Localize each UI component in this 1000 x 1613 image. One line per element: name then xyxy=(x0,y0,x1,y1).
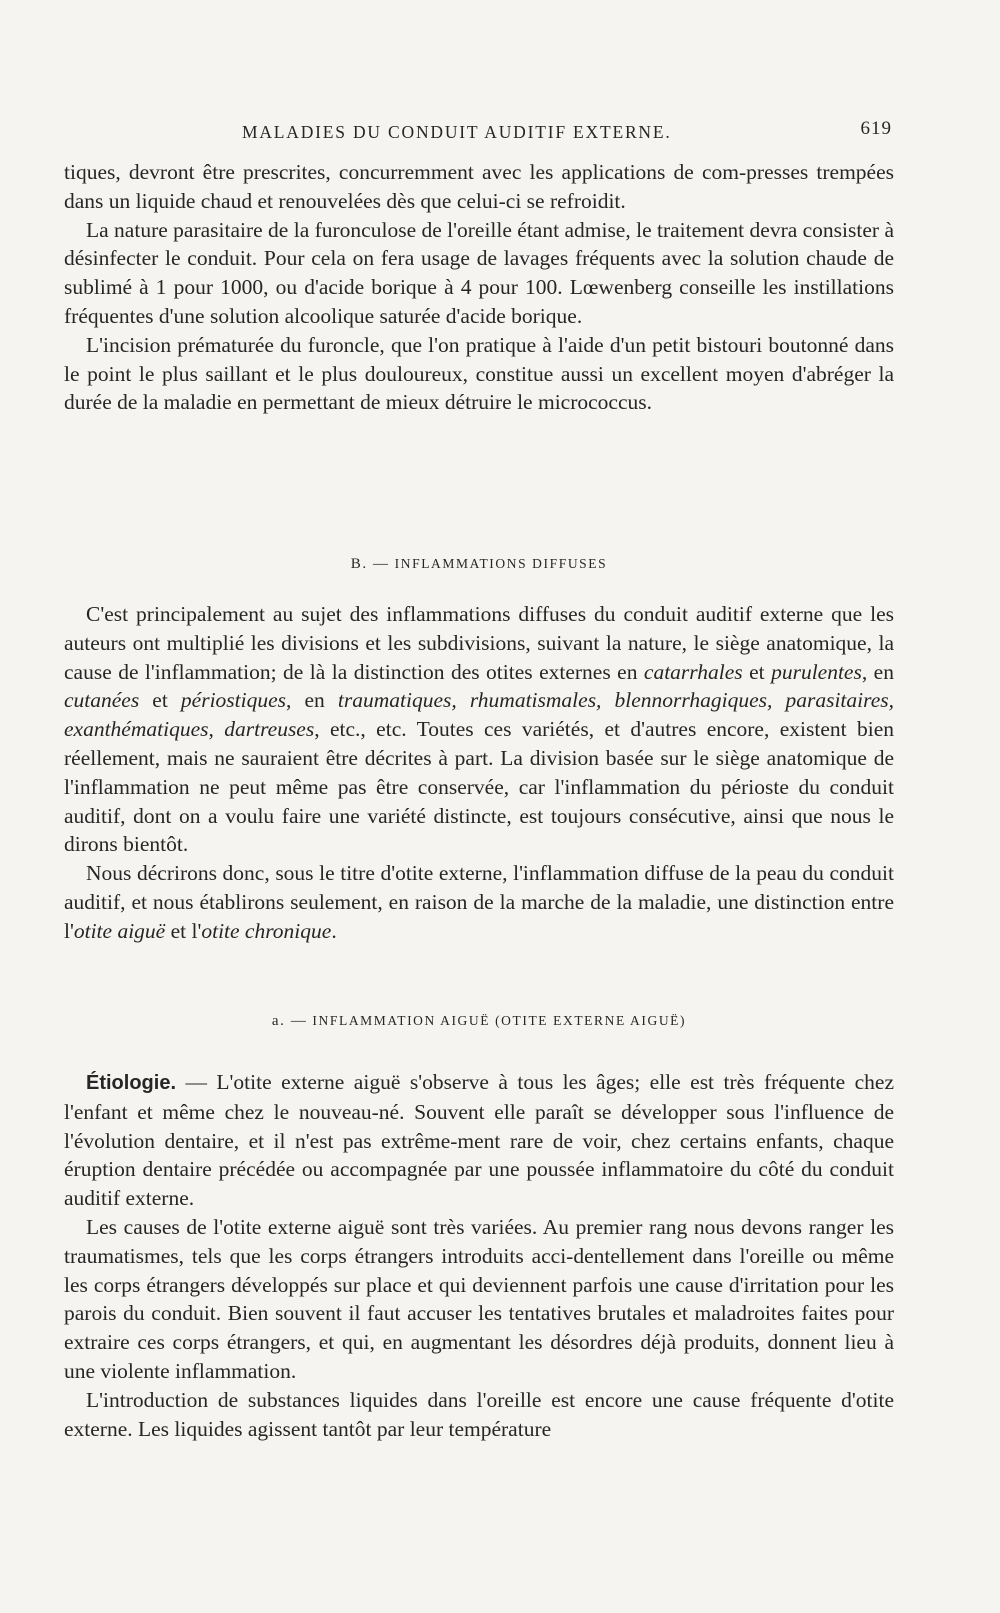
italic-term: traumatiques, rhumatismales, blennorrhagiques, parasitaires, exanthématiques, dartreuses xyxy=(64,688,894,742)
text-run: , en xyxy=(861,659,894,684)
section-heading-b-prefix: B. — xyxy=(350,556,390,572)
paragraph xyxy=(64,331,894,417)
italic-term: catarrhales xyxy=(643,659,743,684)
text-run: C'est principalement au sujet des inflammations diffuses du conduit auditif externe que les auteurs ont multiplié les divisions et les subdivisions, suivant la nature, le siège anatomique, la cause de l'inflammation; de là la distinction des otites externes en xyxy=(64,602,894,684)
paragraph xyxy=(64,600,894,859)
text-run: , etc., etc. Toutes ces variétés, et d'autres encore, existent bien réellement, mais ne sauraient être décrites à part. La division basée sur le siège anatomique de l'inflammation ne peut même pas être conservée, car l'inflammation du périoste du conduit auditif, dont on a voulu faire une variété distincte, est toujours consécutive, ainsi que nous le dirons bientôt. xyxy=(64,717,895,857)
paragraph xyxy=(64,1068,894,1213)
text-run: , en xyxy=(286,688,338,713)
text-run: — L'otite externe aiguë s'observe à tous les âges; elle est très fréquente chez l'enfant et même chez le nouveau-né. Souvent elle paraît se développer sous l'influence de l'évolution dentaire, et il n'est pas extrême-ment rare de voir, chez certains enfants, chaque éruption dentaire précédée ou accompagnée par une poussée inflammatoire du côté du conduit auditif externe. xyxy=(64,1070,894,1211)
running-title: MALADIES DU CONDUIT AUDITIF EXTERNE. xyxy=(242,122,672,142)
text-run: Les causes de l'otite externe aiguë sont très variées. Au premier rang nous devons ranger les traumatismes, tels que les corps étrangers introduits acci-dentellement dans l'oreille ou même les corps étrangers développés sur place et qui deviennent parfois une cause d'irritation pour les parois du conduit. Bien souvent il faut accuser les tentatives brutales et maladroites faites pour extraire ces corps étrangers, et qui, en augmentant les désordres déjà produits, donnent lieu à une violente inflammation. xyxy=(64,1214,894,1383)
italic-term: périostiques xyxy=(180,688,287,713)
text-run: L'incision prématurée du furoncle, que l'on pratique à l'aide d'un petit bistouri boutonné dans le point le plus saillant et le plus douloureux, constitue aussi un excellent moyen d'abréger la durée de la maladie en permettant de mieux détruire le micrococcus. xyxy=(64,332,894,415)
text-run: et l' xyxy=(165,918,202,943)
text-block-middle xyxy=(64,600,894,946)
text-run: et xyxy=(139,688,181,713)
section-heading-b-title: INFLAMMATIONS DIFFUSES xyxy=(394,556,608,571)
text-block-top xyxy=(64,158,894,417)
text-block-bottom xyxy=(64,1068,894,1443)
paragraph xyxy=(64,158,894,216)
section-heading-b xyxy=(64,556,894,573)
italic-term: purulentes xyxy=(771,659,862,684)
italic-term: cutanées xyxy=(64,688,140,713)
paragraph xyxy=(64,1386,894,1444)
paragraph xyxy=(64,859,894,945)
text-run: . xyxy=(331,918,337,943)
paragraph xyxy=(64,1213,894,1386)
paragraph xyxy=(64,216,894,331)
running-head xyxy=(62,118,892,148)
section-heading-a xyxy=(64,1013,894,1030)
text-run: Nous décrirons donc, sous le titre d'otite externe, l'inflammation diffuse de la peau du conduit auditif, et nous établirons seulement, en raison de la marche de la maladie, une distinction entre l' xyxy=(64,861,894,943)
text-run: tiques, devront être prescrites, concurremment avec les applications de com-presses trempées dans un liquide chaud et renouvelées dès que celui-ci se refroidit. xyxy=(64,160,894,213)
text-run: L'introduction de substances liquides dans l'oreille est encore une cause fréquente d'otite externe. Les liquides agissent tantôt par leur température xyxy=(64,1387,894,1441)
section-heading-a-prefix: a. — xyxy=(271,1013,308,1029)
section-heading-a-title: INFLAMMATION AIGUË (OTITE EXTERNE AIGUË) xyxy=(312,1013,687,1028)
run-in-heading: Étiologie. xyxy=(86,1072,176,1094)
italic-term: otite aiguë xyxy=(73,918,166,943)
italic-term: otite chronique xyxy=(201,918,332,943)
page-number: 619 xyxy=(860,118,892,139)
text-run: et xyxy=(742,659,772,684)
text-run: La nature parasitaire de la furonculose de l'oreille étant admise, le traitement devra consister à désinfecter le conduit. Pour cela on fera usage de lavages fréquents avec la solution chaude de sublimé à 1 pour 1000, ou d'acide borique à 4 pour 100. Lœwenberg conseille les instillations fréquentes d'une solution alcoolique saturée d'acide borique. xyxy=(64,217,894,328)
